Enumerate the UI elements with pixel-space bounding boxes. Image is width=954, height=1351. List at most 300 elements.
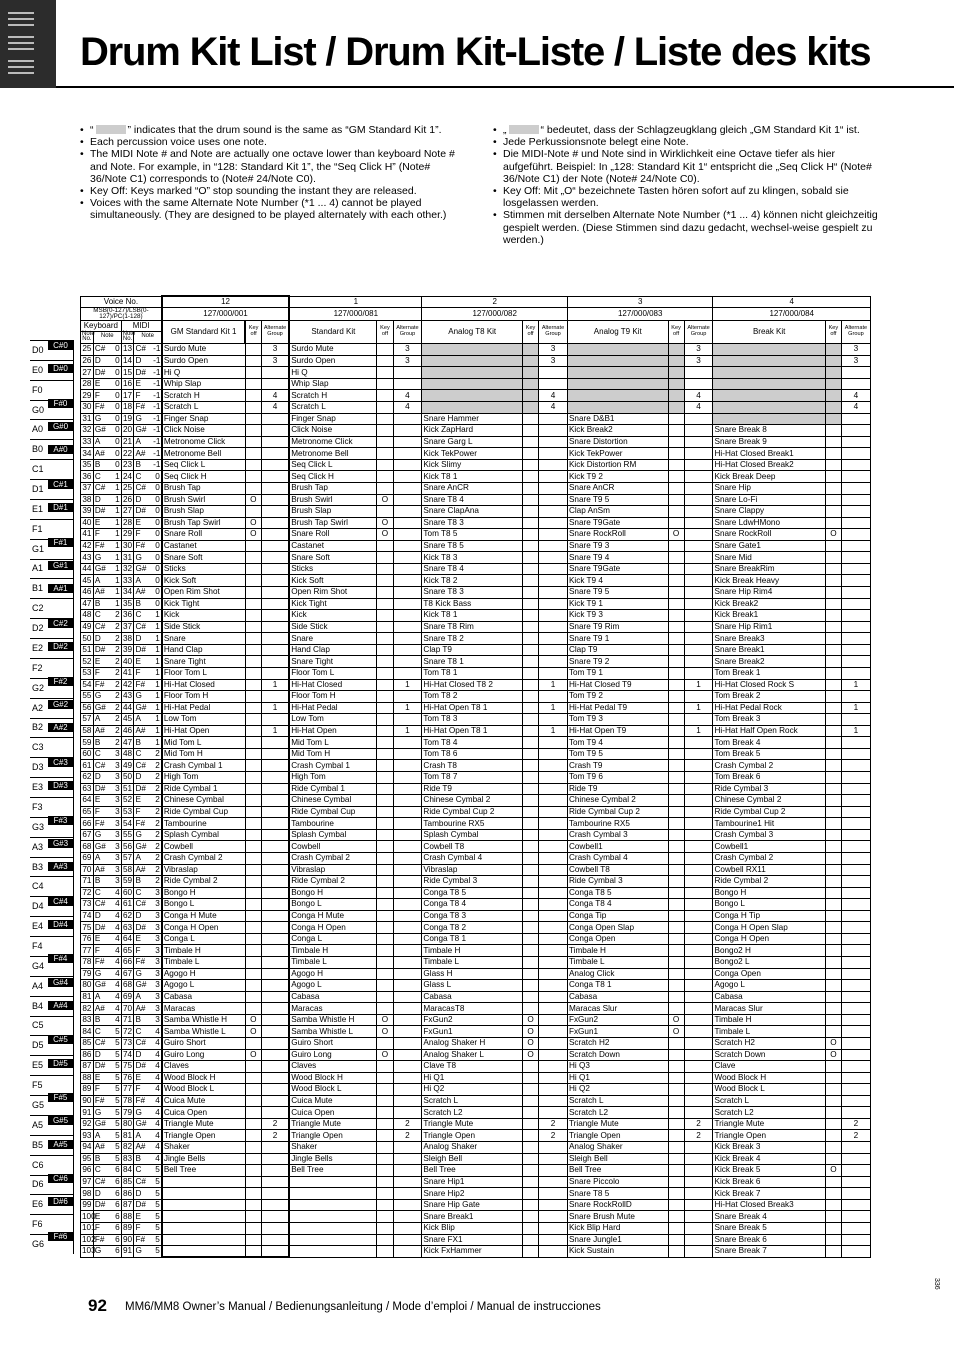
- alt-group-cell: [684, 1188, 713, 1200]
- key-off-cell: [523, 841, 539, 853]
- voice-name: Kick Soft: [162, 575, 245, 587]
- key-off-cell: [245, 1234, 261, 1246]
- keyboard-octave: 6: [112, 1211, 122, 1223]
- voice-name: Metronome Click: [162, 436, 245, 448]
- voice-name: Ride Cymbal Cup: [162, 806, 245, 818]
- key-off-cell: [523, 922, 539, 934]
- note-item: • Key Off: Mit „O“ bezeichnete Tasten hören sofort auf zu klingen, sobald sie losgelassen werden.: [493, 185, 878, 209]
- kit-number: 1: [289, 296, 422, 308]
- key-off-cell: O: [377, 1014, 393, 1026]
- voice-name: Snare LdwHMono: [713, 517, 825, 529]
- alt-group-cell: [393, 506, 422, 518]
- key-off-cell: [377, 1003, 393, 1015]
- key-off-cell: [245, 1107, 261, 1119]
- alt-group-cell: [684, 841, 713, 853]
- alt-group-cell: 2: [393, 1130, 422, 1142]
- alt-group-cell: [539, 448, 568, 460]
- midi-note-no: 66: [123, 957, 133, 967]
- black-key: G#5: [48, 1116, 73, 1125]
- key-off-cell: O: [825, 1037, 841, 1049]
- table-row: [81, 1188, 871, 1200]
- alt-group-cell: [841, 841, 870, 853]
- key-off-cell: [825, 367, 841, 379]
- key-off-cell: O: [245, 529, 261, 541]
- alt-group-cell: [539, 829, 568, 841]
- key-off-cell: [377, 471, 393, 483]
- keyboard-octave: 4: [112, 899, 122, 911]
- white-key-label: A0: [32, 424, 44, 435]
- keyboard-note: E: [93, 1072, 111, 1084]
- alt-group-cell: [684, 517, 713, 529]
- voice-name: Snare Roll: [289, 529, 377, 541]
- table-row: [81, 922, 871, 934]
- key-off-cell: [523, 656, 539, 668]
- black-key: F#5: [48, 1093, 73, 1102]
- keyboard-note: D: [93, 494, 111, 506]
- voice-name: Conga T8 4: [567, 899, 668, 911]
- alt-group-cell: [261, 899, 289, 911]
- voice-name: Triangle Open: [422, 1130, 523, 1142]
- key-off-cell: [668, 1188, 684, 1200]
- midi-note: B: [134, 1153, 152, 1165]
- midi-note-no: 76: [123, 1072, 133, 1082]
- voice-name: Snare T8 4: [422, 563, 523, 575]
- midi-note: F#: [134, 540, 152, 552]
- voice-name: Tom Break 6: [713, 772, 825, 784]
- key-off-cell: [377, 725, 393, 737]
- alt-group-cell: [841, 806, 870, 818]
- key-off-cell: [825, 968, 841, 980]
- voice-name: Timbale H: [713, 1014, 825, 1026]
- key-off-cell: [825, 448, 841, 460]
- alt-group-cell: [393, 852, 422, 864]
- alt-group-cell: [539, 1222, 568, 1234]
- key-off-cell: [377, 737, 393, 749]
- key-off-cell: [377, 1084, 393, 1096]
- voice-name: Samba Whistle L: [289, 1026, 377, 1038]
- alt-group-cell: [539, 610, 568, 622]
- midi-note: E: [134, 378, 152, 390]
- voice-name: Snare ClapAna: [422, 506, 523, 518]
- key-off-cell: [523, 1003, 539, 1015]
- key-off-cell: [523, 760, 539, 772]
- table-row: [81, 795, 871, 807]
- key-off-cell: [668, 760, 684, 772]
- table-row: [81, 667, 871, 679]
- midi-note-no: 17: [123, 390, 133, 400]
- alt-group-cell: [684, 610, 713, 622]
- alt-group-cell: [261, 852, 289, 864]
- alt-group-cell: [539, 656, 568, 668]
- alt-group-cell: [539, 1234, 568, 1246]
- keyboard-note-no: 36: [82, 471, 92, 481]
- alt-group-cell: [684, 864, 713, 876]
- key-off-cell: [668, 413, 684, 425]
- alt-group-cell: [841, 1049, 870, 1061]
- voice-name: Snare T8 Rim: [422, 621, 523, 633]
- alt-group-cell: 4: [841, 402, 870, 414]
- key-off-cell: [668, 587, 684, 599]
- key-off-cell: [377, 552, 393, 564]
- midi-note: F#: [134, 1234, 152, 1246]
- alt-group-cell: [684, 494, 713, 506]
- key-off-cell: [825, 1176, 841, 1188]
- alt-group-cell: [684, 691, 713, 703]
- table-row: [81, 459, 871, 471]
- key-off-cell: [668, 864, 684, 876]
- voice-name: [162, 1222, 245, 1234]
- alt-group-cell: [261, 714, 289, 726]
- kit-number: 12: [162, 296, 289, 308]
- midi-note: E: [134, 1211, 152, 1223]
- key-off-cell: [668, 968, 684, 980]
- alt-group-cell: 2: [539, 1130, 568, 1142]
- table-row: [81, 760, 871, 772]
- midi-note: C: [134, 1026, 152, 1038]
- keyboard-note-no: 57: [82, 714, 92, 724]
- voice-name: Snare T8 5: [422, 540, 523, 552]
- page-title: Drum Kit List / Drum Kit-Liste / Liste des kits: [80, 30, 871, 74]
- key-off-cell: [523, 852, 539, 864]
- alt-group-cell: [393, 1095, 422, 1107]
- key-off-cell: [825, 795, 841, 807]
- midi-octave: -1: [153, 460, 161, 470]
- voice-name: Snare T9 5: [567, 587, 668, 599]
- alt-group-cell: [684, 760, 713, 772]
- keyboard-octave: 2: [112, 714, 122, 726]
- midi-note: F: [134, 1222, 152, 1234]
- key-off-cell: [245, 748, 261, 760]
- voice-name: [162, 1199, 245, 1211]
- alt-group-cell: [393, 691, 422, 703]
- voice-name: [422, 344, 523, 356]
- key-off-cell: [668, 633, 684, 645]
- black-key: D#1: [48, 503, 73, 512]
- voice-name: Clap AnSm: [567, 506, 668, 518]
- voice-name: Kick Break 6: [713, 1176, 825, 1188]
- keyboard-octave: 1: [112, 552, 122, 564]
- key-off-cell: [825, 725, 841, 737]
- voice-name: [567, 355, 668, 367]
- key-off-cell: [523, 1118, 539, 1130]
- key-off-cell: [825, 1153, 841, 1165]
- table-row: [81, 367, 871, 379]
- midi-note: G: [134, 552, 152, 564]
- table-row: [81, 1199, 871, 1211]
- voice-name: Cowbell1: [567, 841, 668, 853]
- voice-name: Surdo Mute: [162, 344, 245, 356]
- midi-note-no: 63: [123, 922, 133, 932]
- voice-name: Metronome Click: [289, 436, 377, 448]
- midi-note-no: 70: [123, 1003, 133, 1013]
- midi-octave: 3: [152, 980, 162, 992]
- voice-name: Snare T9 2: [567, 656, 668, 668]
- midi-note: F#: [134, 818, 152, 830]
- voice-name: Ride Cymbal Cup 2: [713, 806, 825, 818]
- alt-group-cell: [539, 1165, 568, 1177]
- midi-note: F: [134, 806, 152, 818]
- black-key: F#0: [48, 399, 73, 408]
- key-off-cell: [245, 390, 261, 402]
- voice-name: Kick Break2: [713, 598, 825, 610]
- keyboard-octave: 3: [112, 829, 122, 841]
- alt-group-cell: [393, 563, 422, 575]
- midi-note-no: 88: [123, 1211, 133, 1221]
- white-key: [30, 876, 74, 896]
- alt-group-cell: [684, 945, 713, 957]
- midi-note: C#: [134, 621, 152, 633]
- midi-note-no: 13: [123, 344, 133, 354]
- key-off-cell: [668, 679, 684, 691]
- key-off-cell: [245, 702, 261, 714]
- keyboard-note-no: 43: [82, 552, 92, 562]
- voice-name: Tom Break 3: [713, 714, 825, 726]
- keyboard-note-no: 40: [82, 517, 92, 527]
- midi-octave: 5: [152, 1234, 162, 1246]
- midi-octave: 0: [152, 494, 162, 506]
- voice-name: Seq Click H: [289, 471, 377, 483]
- midi-note: C#: [134, 899, 152, 911]
- note-no-label: Note No.: [122, 330, 136, 343]
- voice-name: Guiro Short: [289, 1037, 377, 1049]
- keyboard-octave: 1: [112, 471, 122, 483]
- keyboard-note: C#: [93, 1037, 111, 1049]
- key-off-cell: [523, 1246, 539, 1258]
- midi-octave: 3: [152, 899, 162, 911]
- voice-name: Bell Tree: [162, 1165, 245, 1177]
- alt-group-cell: 2: [261, 1130, 289, 1142]
- key-off-cell: [825, 517, 841, 529]
- voice-name: Kick FxHammer: [422, 1246, 523, 1258]
- keyboard-octave: 6: [112, 1234, 122, 1246]
- voice-name: Brush Tap: [289, 482, 377, 494]
- notes-german: [493, 124, 878, 246]
- midi-note: A#: [134, 1142, 152, 1154]
- keyboard-note-no: 65: [82, 806, 92, 816]
- voice-name: Splash Cymbal: [289, 829, 377, 841]
- midi-note: G: [134, 1246, 152, 1258]
- black-key: G#2: [48, 700, 73, 709]
- midi-octave: 5: [152, 1199, 162, 1211]
- white-key-label: C5: [32, 1020, 44, 1031]
- key-off-cell: [523, 945, 539, 957]
- table-row: [81, 621, 871, 633]
- key-off-cell: [377, 691, 393, 703]
- alt-group-cell: [393, 945, 422, 957]
- key-off-cell: [245, 413, 261, 425]
- voice-name: Click Noise: [289, 425, 377, 437]
- key-off-cell: [825, 471, 841, 483]
- keyboard-octave: 3: [112, 783, 122, 795]
- keyboard-note-no: 59: [82, 737, 92, 747]
- key-off-cell: [245, 1118, 261, 1130]
- kit-number: 3: [567, 296, 713, 308]
- key-off-cell: [523, 390, 539, 402]
- alt-group-cell: [684, 1234, 713, 1246]
- alt-group-cell: [841, 425, 870, 437]
- midi-note: D#: [134, 783, 152, 795]
- voice-name: Glass L: [422, 980, 523, 992]
- keyboard-octave: 0: [112, 344, 122, 356]
- alt-group-cell: 3: [684, 355, 713, 367]
- alt-group-cell: [841, 945, 870, 957]
- table-row: [81, 864, 871, 876]
- alt-group-cell: 1: [684, 725, 713, 737]
- midi-octave: 3: [152, 945, 162, 957]
- midi-note-no: 46: [123, 726, 133, 736]
- voice-name: Bongo2 H: [713, 945, 825, 957]
- keyboard-octave: 1: [112, 529, 122, 541]
- keyboard-note-no: 63: [82, 783, 92, 793]
- black-key: A#2: [48, 723, 73, 732]
- voice-name: Snare Break 4: [713, 1211, 825, 1223]
- voice-name: Snare Gate1: [713, 540, 825, 552]
- voice-name: Snare Hip: [713, 482, 825, 494]
- voice-name: Tom T9 3: [567, 714, 668, 726]
- voice-name: Metronome Bell: [162, 448, 245, 460]
- voice-name: Wood Block H: [289, 1072, 377, 1084]
- white-key: [30, 658, 74, 678]
- voice-name: Cabasa: [713, 991, 825, 1003]
- voice-name: Conga T8 1: [422, 933, 523, 945]
- alt-group-cell: [841, 1165, 870, 1177]
- voice-name: Open Rim Shot: [289, 587, 377, 599]
- keyboard-octave: 0: [112, 390, 122, 402]
- alt-group-cell: 3: [684, 344, 713, 356]
- key-off-cell: [825, 876, 841, 888]
- voice-name: Kick Break Deep: [713, 471, 825, 483]
- midi-note: C: [134, 887, 152, 899]
- alt-group-cell: [261, 772, 289, 784]
- alt-group-cell: 1: [539, 702, 568, 714]
- key-off-cell: [523, 818, 539, 830]
- key-off-cell: [668, 957, 684, 969]
- keyboard-octave: 3: [112, 852, 122, 864]
- key-off-cell: [377, 448, 393, 460]
- voice-name: Kick Blip: [422, 1222, 523, 1234]
- key-off-cell: [245, 540, 261, 552]
- key-off-cell: [523, 980, 539, 992]
- keyboard-octave: 4: [112, 945, 122, 957]
- white-key-label: D0: [32, 344, 44, 355]
- voice-name: Timbale L: [713, 1026, 825, 1038]
- alt-group-cell: [539, 795, 568, 807]
- voice-name: Conga T8 3: [422, 910, 523, 922]
- midi-note: E: [134, 656, 152, 668]
- keyboard-note-no: 29: [82, 390, 92, 400]
- voice-name: [162, 1176, 245, 1188]
- voice-name: Timbale H: [162, 945, 245, 957]
- header-row-voice-no: [81, 296, 871, 308]
- keyboard-note: B: [93, 876, 111, 888]
- key-off-cell: [523, 968, 539, 980]
- keyboard-note: D: [93, 910, 111, 922]
- midi-note: F#: [134, 679, 152, 691]
- key-off-cell: [825, 1211, 841, 1223]
- voice-name: Ride Cymbal 2: [713, 876, 825, 888]
- key-off-cell: [825, 413, 841, 425]
- midi-note-no: 19: [123, 413, 133, 423]
- midi-note-no: 62: [123, 911, 133, 921]
- voice-name: Crash Cymbal 2: [713, 852, 825, 864]
- midi-octave: 3: [152, 1014, 162, 1026]
- key-off-cell: [668, 945, 684, 957]
- keyboard-octave: 6: [112, 1199, 122, 1211]
- white-key-label: B1: [32, 583, 44, 594]
- key-off-cell: [245, 1003, 261, 1015]
- keyboard-note: D#: [93, 506, 111, 518]
- voice-name: Tom Break 5: [713, 748, 825, 760]
- keyboard-note: D#: [93, 783, 111, 795]
- voice-name: Snare AnCR: [422, 482, 523, 494]
- black-key: C#4: [48, 897, 73, 906]
- midi-octave: 1: [152, 702, 162, 714]
- keyboard-note-no: 83: [82, 1015, 92, 1025]
- keyboard-note: F#: [93, 957, 111, 969]
- voice-name: Hand Clap: [289, 644, 377, 656]
- kit-code: 127/000/084: [713, 308, 871, 321]
- keyboard-note-no: 78: [82, 957, 92, 967]
- table-row: [81, 691, 871, 703]
- alt-group-cell: [539, 783, 568, 795]
- voice-name: Clave: [713, 1061, 825, 1073]
- table-row: [81, 910, 871, 922]
- key-off-cell: [377, 818, 393, 830]
- alt-group-cell: [684, 980, 713, 992]
- key-off-cell: [668, 841, 684, 853]
- midi-note: A#: [134, 587, 152, 599]
- midi-note: A: [134, 1130, 152, 1142]
- midi-octave: 5: [152, 1188, 162, 1200]
- alt-group-cell: [393, 482, 422, 494]
- voice-name: [422, 378, 523, 390]
- alt-group-cell: [539, 968, 568, 980]
- voice-name: Scratch H: [289, 390, 377, 402]
- white-key-label: D3: [32, 762, 44, 773]
- white-key-label: G0: [32, 404, 45, 415]
- voice-name: [162, 1211, 245, 1223]
- key-off-cell: [245, 691, 261, 703]
- alt-group-cell: [539, 413, 568, 425]
- alt-group-cell: 1: [261, 702, 289, 714]
- key-off-cell: [377, 922, 393, 934]
- alt-group-cell: [393, 841, 422, 853]
- key-off-cell: [523, 1234, 539, 1246]
- keyboard-note-no: 85: [82, 1038, 92, 1048]
- voice-name: Triangle Open: [162, 1130, 245, 1142]
- key-off-cell: [245, 968, 261, 980]
- alt-group-cell: [393, 517, 422, 529]
- key-off-cell: [825, 621, 841, 633]
- midi-octave: 0: [152, 482, 162, 494]
- voice-name: Low Tom: [162, 714, 245, 726]
- midi-note: B: [134, 459, 152, 471]
- keyboard-note: A: [93, 991, 111, 1003]
- voice-name: Tom T8 2: [422, 691, 523, 703]
- voice-name: Kick Break 4: [713, 1153, 825, 1165]
- voice-name: Snare Jungle1: [567, 1234, 668, 1246]
- voice-name: Conga T8 5: [567, 887, 668, 899]
- alt-group-cell: [261, 656, 289, 668]
- alt-group-cell: [841, 1246, 870, 1258]
- keyboard-note-no: 46: [82, 587, 92, 597]
- key-off-cell: [245, 1072, 261, 1084]
- voice-name: Snare BreakRim: [713, 563, 825, 575]
- key-off-cell: [377, 610, 393, 622]
- key-off-cell: [668, 772, 684, 784]
- voice-name: Snare Distortion: [567, 436, 668, 448]
- key-off-cell: [668, 552, 684, 564]
